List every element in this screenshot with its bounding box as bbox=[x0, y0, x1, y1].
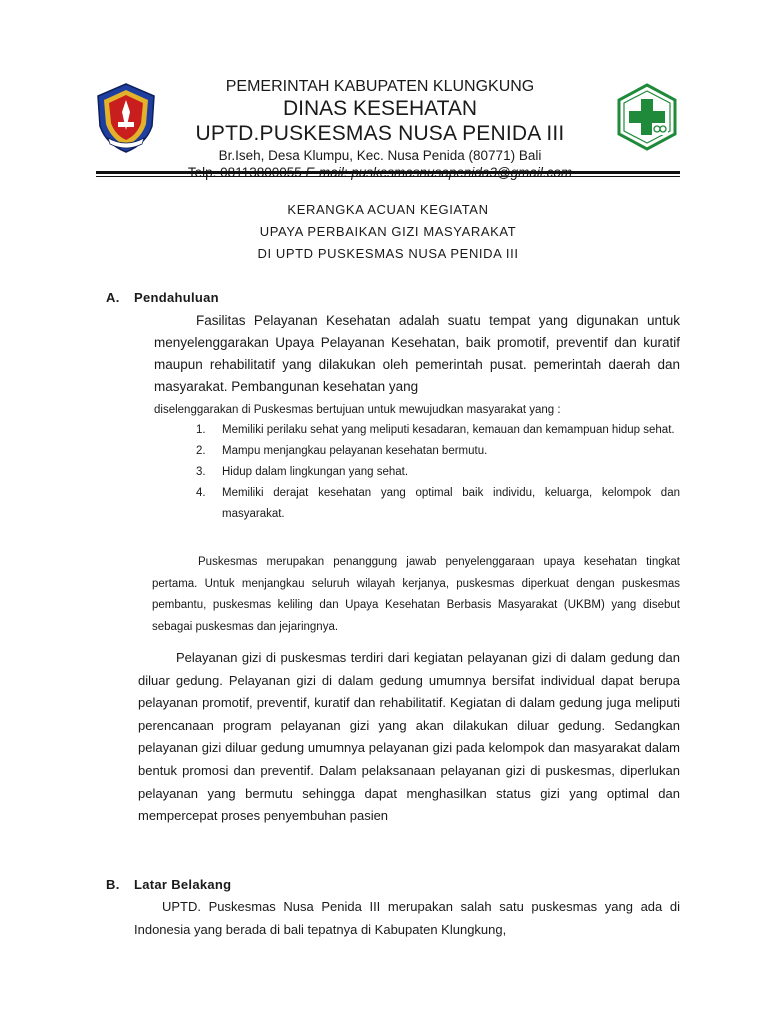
paragraph-text: Pelayanan gizi di puskesmas terdiri dari kegiatan pelayanan gizi di dalam gedung dan diluar gedung. Pelayanan gizi di dalam gedung umumnya bersifat individual dapat berupa pelayanan promotif, preventif, kuratif dan rehabilitatif. Kegiatan di dalam gedung juga meliputi perencanaan program pelayanan gizi yang akan dilakukan diluar gedung. Sedangkan pelayanan gizi diluar gedung umumnya pelayanan gizi pada kelompok dan masyarakat dalam bentuk promosi dan preventif. Dalam pelaksanaan pelayanan gizi di puskesmas, diperlukan pelayanan yang bermutu sehingga dapat menghasilkan status gizi yang optimal dan mempercepat proses penyembuhan pasien bbox=[138, 650, 680, 824]
letterhead-rule-thin bbox=[96, 176, 680, 177]
section-a-title: Pendahuluan bbox=[134, 290, 219, 305]
goal-list bbox=[196, 420, 680, 525]
letterhead-text bbox=[150, 76, 610, 179]
list-item: 3. Hidup dalam lingkungan yang sehat. bbox=[196, 466, 409, 478]
section-a-paragraph-1-cont bbox=[154, 401, 680, 419]
section-a-heading bbox=[106, 290, 219, 305]
section-a-paragraph-1 bbox=[154, 310, 680, 398]
list-item: 4. Memiliki derajat kesehatan yang optimal baik individu, keluarga, kelompok dan masyarakat. bbox=[196, 487, 680, 520]
list-item: 1. Memiliki perilaku sehat yang meliputi kesadaran, kemauan dan kemampuan hidup sehat. bbox=[196, 424, 675, 436]
klungkung-crest-logo bbox=[94, 82, 158, 154]
section-b-number: B. bbox=[106, 877, 120, 892]
document-title bbox=[96, 199, 680, 265]
section-b-paragraph-1 bbox=[134, 896, 680, 941]
list-item: 2. Mampu menjangkau pelayanan kesehatan bermutu. bbox=[196, 445, 488, 457]
paragraph-text: Fasilitas Pelayanan Kesehatan adalah suatu tempat yang digunakan untuk menyelenggarakan Upaya Pelayanan Kesehatan, baik promotif, preventif dan kuratif maupun rehabilitatif yang dilakukan oleh pemerintah pusat. pemerintah daerah dan masyarakat. Pembangunan kesehatan yang bbox=[154, 313, 680, 394]
section-a-paragraph-3 bbox=[138, 647, 680, 828]
department-name: DINAS KESEHATAN bbox=[282, 97, 478, 120]
title-line-2: UPAYA PERBAIKAN GIZI MASYARAKAT bbox=[259, 224, 517, 239]
section-a-paragraph-2 bbox=[152, 552, 680, 638]
title-line-1: KERANGKA ACUAN KEGIATAN bbox=[287, 202, 489, 217]
government-name: PEMERINTAH KABUPATEN KLUNGKUNG bbox=[225, 78, 535, 95]
section-b-title: Latar Belakang bbox=[134, 877, 232, 892]
puskesmas-logo bbox=[614, 82, 680, 152]
letterhead-rule bbox=[96, 171, 680, 174]
section-a-number: A. bbox=[106, 290, 120, 305]
paragraph-text: UPTD. Puskesmas Nusa Penida III merupakan salah satu puskesmas yang ada di Indonesia yang berada di bali tepatnya di Kabupaten Klungkung, bbox=[134, 899, 680, 937]
unit-name: UPTD.PUSKESMAS NUSA PENIDA III bbox=[195, 122, 565, 145]
paragraph-text: Puskesmas merupakan penanggung jawab penyelenggaraan upaya kesehatan tingkat pertama. Untuk menjangkau seluruh wilayah kerjanya, puskesmas diperkuat dengan puskesmas pembantu, puskesmas keliling dan Upaya Kesehatan Berbasis Masyarakat (UKBM) yang disebut sebagai puskesmas dan jejaringnya. bbox=[152, 556, 680, 633]
section-b-heading bbox=[106, 877, 231, 892]
title-line-3: DI UPTD PUSKESMAS NUSA PENIDA III bbox=[257, 246, 519, 261]
address-line: Br.Iseh, Desa Klumpu, Kec. Nusa Penida (80771) Bali bbox=[218, 148, 542, 163]
paragraph-text: diselenggarakan di Puskesmas bertujuan untuk mewujudkan masyarakat yang : bbox=[154, 404, 561, 416]
